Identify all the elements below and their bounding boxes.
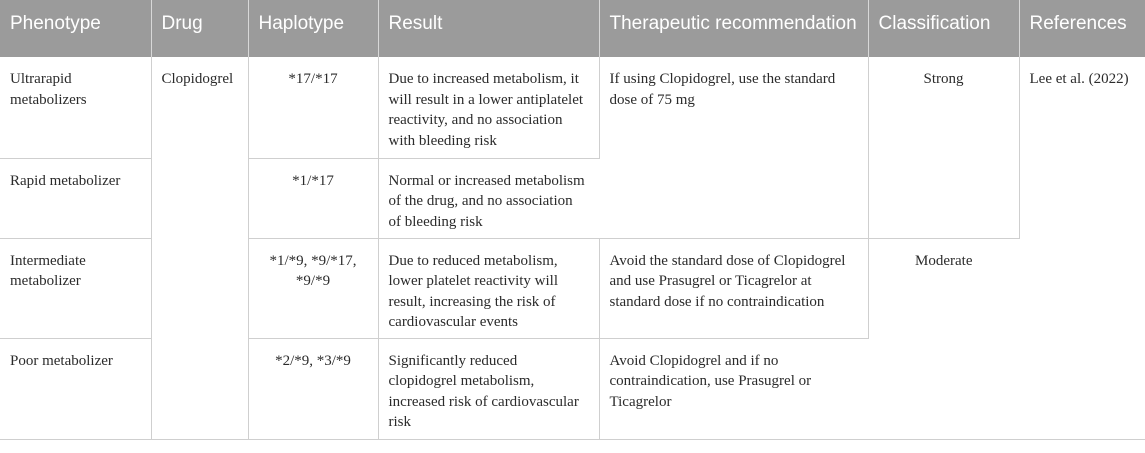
cell-phenotype: Poor metabolizer (0, 338, 151, 439)
header-row (0, 0, 1145, 57)
header-phenotype: Phenotype (0, 0, 151, 57)
cell-haplotype: *2/*9, *3/*9 (248, 338, 378, 439)
header-drug: Drug (151, 0, 248, 57)
cell-recommendation-poor: Avoid Clopidogrel and if no contraindication, use Prasugrel or Ticagrelor (599, 338, 868, 439)
cell-result: Normal or increased metabolism of the drug, and no association of bleeding risk (378, 158, 599, 238)
cell-reference: Lee et al. (2022) (1019, 57, 1145, 439)
cell-haplotype: *1/*17 (248, 158, 378, 238)
cell-phenotype: Intermediate metabolizer (0, 238, 151, 338)
table-body (0, 57, 1145, 439)
cell-drug: Clopidogrel (151, 57, 248, 439)
header-therapeutic-recommendation: Therapeutic recommendation (599, 0, 868, 57)
header-classification: Classification (868, 0, 1019, 57)
header-references: References (1019, 0, 1145, 57)
cell-phenotype: Rapid metabolizer (0, 158, 151, 238)
cell-result: Significantly reduced clopidogrel metabolism, increased risk of cardiovascular risk (378, 338, 599, 439)
cell-recommendation-standard: If using Clopidogrel, use the standard dose of 75 mg (599, 57, 868, 238)
table-header (0, 0, 1145, 57)
cell-classification-strong: Strong (868, 57, 1019, 238)
header-result: Result (378, 0, 599, 57)
cell-haplotype: *17/*17 (248, 57, 378, 158)
cell-recommendation-intermediate: Avoid the standard dose of Clopidogrel and use Prasugrel or Ticagrelor at standard dose if no contraindication (599, 238, 868, 338)
header-haplotype: Haplotype (248, 0, 378, 57)
cell-classification-moderate: Moderate (868, 238, 1019, 439)
cell-phenotype: Ultrarapid metabolizers (0, 57, 151, 158)
cell-result: Due to reduced metabolism, lower platelet reactivity will result, increasing the risk of cardiovascular events (378, 238, 599, 338)
cell-result: Due to increased metabolism, it will result in a lower antiplatelet reactivity, and no association with bleeding risk (378, 57, 599, 158)
cell-haplotype: *1/*9, *9/*17, *9/*9 (248, 238, 378, 338)
table-row (0, 57, 1145, 158)
